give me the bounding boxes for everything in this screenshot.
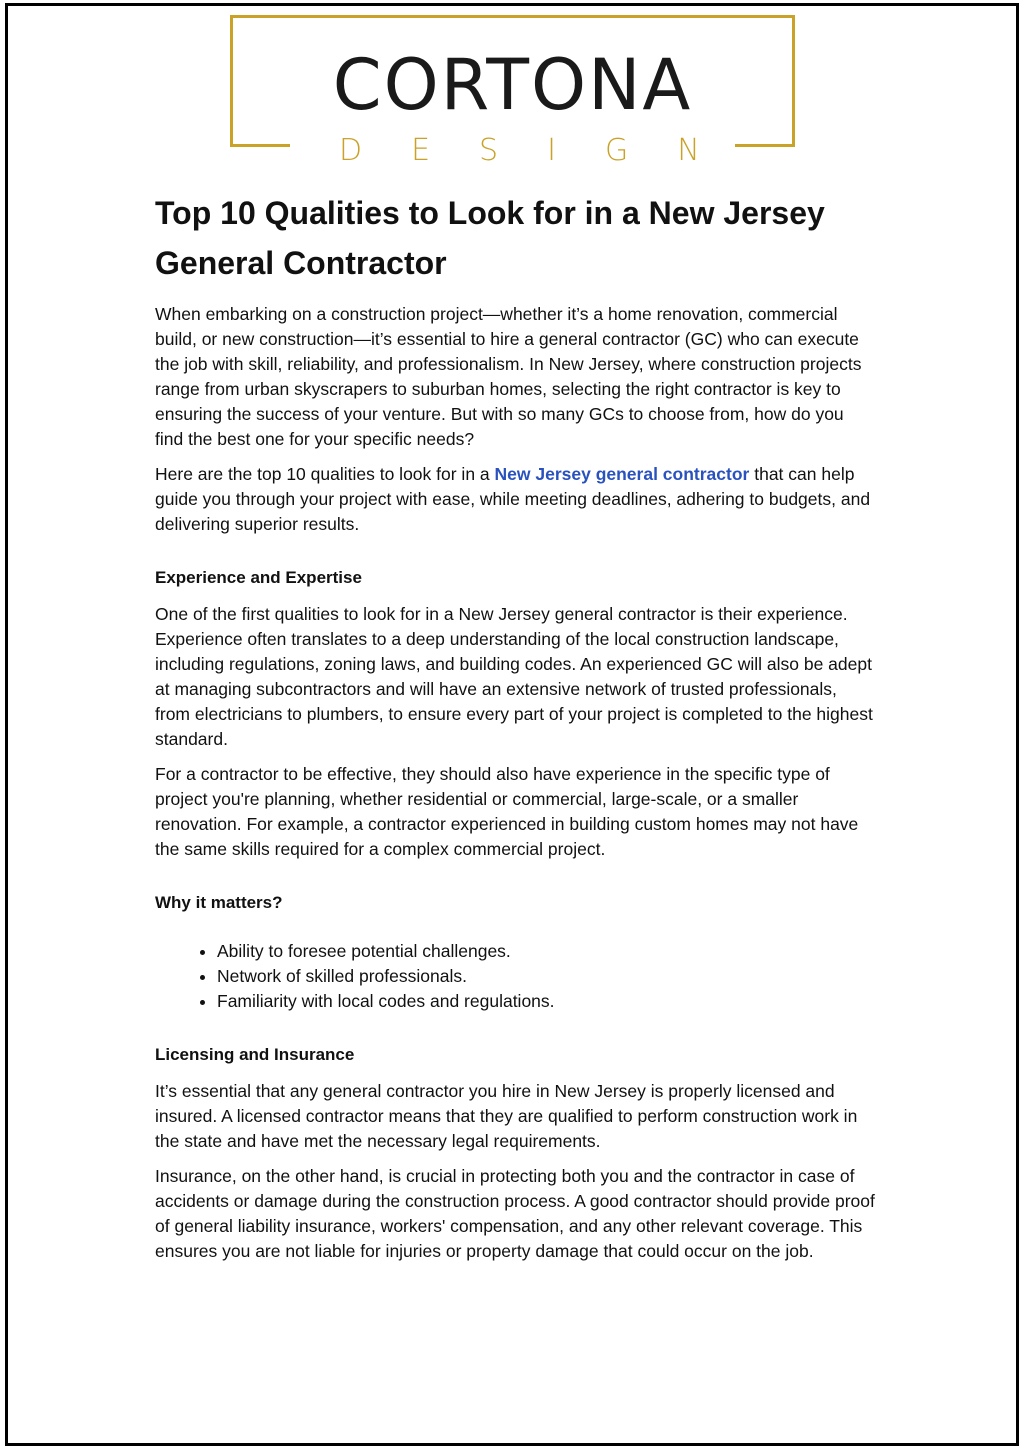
logo-sub-background [290, 133, 749, 173]
lead-text-after: that can help guide you through your project with ease, while meeting deadlines, adhering to budgets, and delivering superior results. [155, 464, 871, 534]
experience-paragraph-1: One of the first qualities to look for in a New Jersey general contractor is their experience. Experience often translates to a deep understanding of the local construction landscape, including regulations, zoning laws, and building codes. An experienced GC will also be adept at managing subcontractors and will have an extensive network of trusted professionals, from electricians to plumbers, to ensure every part of your project is completed to the highest standard. [155, 604, 873, 749]
lead-text-before: Here are the top 10 qualities to look for in a [155, 464, 495, 484]
cortona-design-logo [230, 15, 795, 168]
new-jersey-general-contractor-link[interactable]: New Jersey general contractor [494, 464, 750, 484]
lead-paragraph [155, 462, 875, 537]
section-heading-why-it-matters: Why it matters? [155, 893, 283, 912]
licensing-paragraph-1: It’s essential that any general contractor you hire in New Jersey is properly licensed and insured. A licensed contractor means that they are qualified to perform construction work in the state and have met the necessary legal requirements. [155, 1081, 858, 1151]
logo-main-text: CORTONA [332, 44, 693, 126]
article-title: Top 10 Qualities to Look for in a New Jersey General Contractor [155, 195, 825, 281]
list-item: • Ability to foresee potential challenges. [217, 939, 875, 964]
intro-paragraph: When embarking on a construction project—whether it’s a home renovation, commercial build, or new construction—it’s essential to hire a general contractor (GC) who can execute the job with skill, reliability, and professionalism. In New Jersey, where construction projects range from urban skyscrapers to suburban homes, selecting the right contractor is key to ensuring the success of your venture. But with so many GCs to choose from, how do you find the best one for your specific needs? [155, 304, 862, 449]
list-item: • Familiarity with local codes and regulations. [217, 989, 875, 1014]
section-heading-licensing: Licensing and Insurance [155, 1045, 355, 1064]
list-item: • Network of skilled professionals. [217, 964, 875, 989]
section-heading-experience: Experience and Expertise [155, 568, 362, 587]
experience-paragraph-2: For a contractor to be effective, they should also have experience in the specific type of project you're planning, whether residential or commercial, large-scale, or a smaller renovation. For example, a contractor experienced in building custom homes may not have the same skills required for a complex commercial project. [155, 764, 859, 859]
logo-sub-text: DESIGN [339, 133, 749, 168]
why-it-matters-list [155, 939, 875, 1014]
article [155, 188, 875, 1264]
licensing-paragraph-2: Insurance, on the other hand, is crucial in protecting both you and the contractor in case of accidents or damage during the construction process. A good contractor should provide proof of general liability insurance, workers' compensation, and any other relevant coverage. This ensures you are not liable for injuries or property damage that could occur on the job. [155, 1166, 875, 1261]
